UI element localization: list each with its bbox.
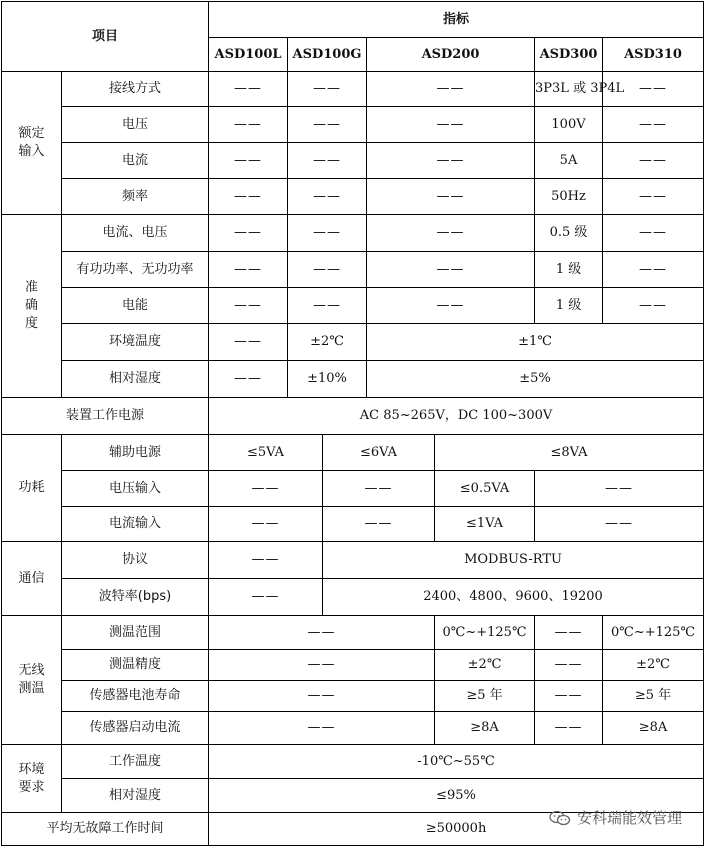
- table-row: [2, 681, 704, 712]
- category-environment: [2, 745, 62, 813]
- table-row: [2, 507, 704, 542]
- watermark-text: 安科瑞能效管理: [576, 809, 682, 827]
- header-row-1: [2, 2, 704, 38]
- row-label: 电流: [62, 143, 209, 179]
- table-row: [2, 712, 704, 745]
- wechat-icon: [549, 810, 571, 826]
- dash-cell: ——: [209, 507, 323, 542]
- dash-cell: ——: [209, 324, 288, 361]
- value-cell: 5A: [535, 143, 603, 179]
- dash-cell: ——: [535, 507, 704, 542]
- row-label: 电流、电压: [62, 215, 209, 252]
- table-row: [2, 215, 704, 252]
- row-label: 测温范围: [62, 616, 209, 650]
- value-cell: ±2℃: [603, 650, 704, 681]
- value-cell: MODBUS-RTU: [323, 542, 704, 579]
- dash-cell: ——: [603, 143, 704, 179]
- value-cell: ≤0.5VA: [435, 471, 535, 507]
- category-line: 无线: [18, 663, 45, 678]
- category-line: 测温: [18, 681, 45, 696]
- dash-cell: ——: [209, 107, 288, 143]
- value-cell: ≤6VA: [323, 435, 435, 471]
- dash-cell: ——: [209, 681, 435, 712]
- dash-cell: ——: [288, 288, 367, 324]
- value-cell: 3P3L 或 3P4L: [535, 72, 603, 107]
- row-label: 电压: [62, 107, 209, 143]
- row-label: 传感器电池寿命: [62, 681, 209, 712]
- value-cell: ±1℃: [367, 324, 704, 361]
- table-row: [2, 542, 704, 579]
- category-communication: 通信: [2, 542, 62, 616]
- value-cell: ±5%: [367, 361, 704, 398]
- value-cell: ≥5 年: [603, 681, 704, 712]
- row-label: 环境温度: [62, 324, 209, 361]
- dash-cell: ——: [367, 215, 535, 252]
- dash-cell: ——: [367, 288, 535, 324]
- value-cell: 1 级: [535, 288, 603, 324]
- dash-cell: ——: [367, 72, 535, 107]
- value-cell: 0℃~+125℃: [603, 616, 704, 650]
- dash-cell: ——: [367, 252, 535, 288]
- model-asd100g: ASD100G: [288, 38, 367, 72]
- value-cell: 0.5 级: [535, 215, 603, 252]
- dash-cell: ——: [209, 179, 288, 215]
- table-row: [2, 324, 704, 361]
- row-label: 协议: [62, 542, 209, 579]
- dash-cell: ——: [209, 215, 288, 252]
- table-row: [2, 745, 704, 779]
- value-cell: 50Hz: [535, 179, 603, 215]
- dash-cell: ——: [288, 215, 367, 252]
- dash-cell: ——: [288, 107, 367, 143]
- table-row: [2, 435, 704, 471]
- dash-cell: ——: [209, 542, 323, 579]
- row-label: 频率: [62, 179, 209, 215]
- dash-cell: ——: [288, 143, 367, 179]
- table-row: [2, 471, 704, 507]
- row-label: 相对湿度: [62, 779, 209, 813]
- model-asd200: ASD200: [367, 38, 535, 72]
- row-label: 电流输入: [62, 507, 209, 542]
- value-cell: 0℃~+125℃: [435, 616, 535, 650]
- dash-cell: ——: [603, 107, 704, 143]
- dash-cell: ——: [209, 252, 288, 288]
- dash-cell: ——: [209, 143, 288, 179]
- row-label: 电能: [62, 288, 209, 324]
- category-line: 度: [24, 316, 38, 331]
- row-label: 传感器启动电流: [62, 712, 209, 745]
- value-cell: ≥50000h: [209, 813, 704, 846]
- value-cell: -10℃~55℃: [209, 745, 704, 779]
- value-cell: ≥8A: [603, 712, 704, 745]
- category-line: 输入: [18, 144, 45, 159]
- watermark: [549, 807, 682, 828]
- model-asd300: ASD300: [535, 38, 603, 72]
- dash-cell: ——: [209, 361, 288, 398]
- dash-cell: ——: [209, 616, 435, 650]
- table-row: [2, 179, 704, 215]
- table-row: [2, 143, 704, 179]
- dash-cell: ——: [603, 288, 704, 324]
- row-label: 波特率(bps): [62, 579, 209, 616]
- value-cell: AC 85~265V，DC 100~300V: [209, 398, 704, 435]
- value-cell: ±10%: [288, 361, 367, 398]
- category-consumption: 功耗: [2, 435, 62, 542]
- dash-cell: ——: [288, 252, 367, 288]
- row-label: 测温精度: [62, 650, 209, 681]
- dash-cell: ——: [603, 215, 704, 252]
- spec-table: [1, 1, 704, 846]
- category-rated-input: [2, 72, 62, 215]
- table-row: [2, 398, 704, 435]
- dash-cell: ——: [209, 72, 288, 107]
- value-cell: 1 级: [535, 252, 603, 288]
- dash-cell: ——: [323, 507, 435, 542]
- dash-cell: ——: [367, 107, 535, 143]
- table-row: [2, 252, 704, 288]
- dash-cell: ——: [209, 471, 323, 507]
- category-line: 准: [24, 280, 38, 295]
- dash-cell: ——: [323, 471, 435, 507]
- row-label: 平均无故障工作时间: [2, 813, 209, 846]
- dash-cell: ——: [535, 681, 603, 712]
- dash-cell: ——: [535, 712, 603, 745]
- category-line: 要求: [18, 779, 45, 795]
- dash-cell: ——: [288, 179, 367, 215]
- model-asd100l: ASD100L: [209, 38, 288, 72]
- row-label: 接线方式: [62, 72, 209, 107]
- row-label: 辅助电源: [62, 435, 209, 471]
- dash-cell: ——: [367, 143, 535, 179]
- item-header: 项目: [2, 2, 209, 72]
- dash-cell: ——: [535, 616, 603, 650]
- value-cell: ±2℃: [435, 650, 535, 681]
- dash-cell: ——: [209, 288, 288, 324]
- value-cell: ≤1VA: [435, 507, 535, 542]
- table-row: [2, 72, 704, 107]
- row-label: 相对湿度: [62, 361, 209, 398]
- category-accuracy: [2, 215, 62, 398]
- value-cell: ≤8VA: [435, 435, 704, 471]
- dash-cell: ——: [209, 650, 435, 681]
- row-label: 工作温度: [62, 745, 209, 779]
- value-cell: 2400、4800、9600、19200: [323, 579, 704, 616]
- value-cell: ≤5VA: [209, 435, 323, 471]
- category-line: 环境: [18, 761, 45, 777]
- value-cell: ≥5 年: [435, 681, 535, 712]
- dash-cell: ——: [603, 179, 704, 215]
- category-line: 额定: [18, 126, 45, 141]
- dash-cell: ——: [603, 72, 704, 107]
- value-cell: ≥8A: [435, 712, 535, 745]
- dash-cell: ——: [209, 712, 435, 745]
- table-row: [2, 579, 704, 616]
- category-line: 确: [24, 298, 38, 313]
- table-row: [2, 361, 704, 398]
- dash-cell: ——: [535, 471, 704, 507]
- table-row: [2, 616, 704, 650]
- dash-cell: ——: [367, 179, 535, 215]
- dash-cell: ——: [535, 650, 603, 681]
- table-row: [2, 650, 704, 681]
- dash-cell: ——: [603, 252, 704, 288]
- row-label: 装置工作电源: [2, 398, 209, 435]
- table-row: [2, 107, 704, 143]
- value-cell: ≤95%: [209, 779, 704, 813]
- dash-cell: ——: [209, 579, 323, 616]
- value-cell: ±2℃: [288, 324, 367, 361]
- spec-header: 指标: [209, 2, 704, 38]
- dash-cell: ——: [288, 72, 367, 107]
- category-wireless: [2, 616, 62, 745]
- model-asd310: ASD310: [603, 38, 704, 72]
- value-cell: 100V: [535, 107, 603, 143]
- row-label: 有功功率、无功功率: [62, 252, 209, 288]
- row-label: 电压输入: [62, 471, 209, 507]
- table-row: [2, 288, 704, 324]
